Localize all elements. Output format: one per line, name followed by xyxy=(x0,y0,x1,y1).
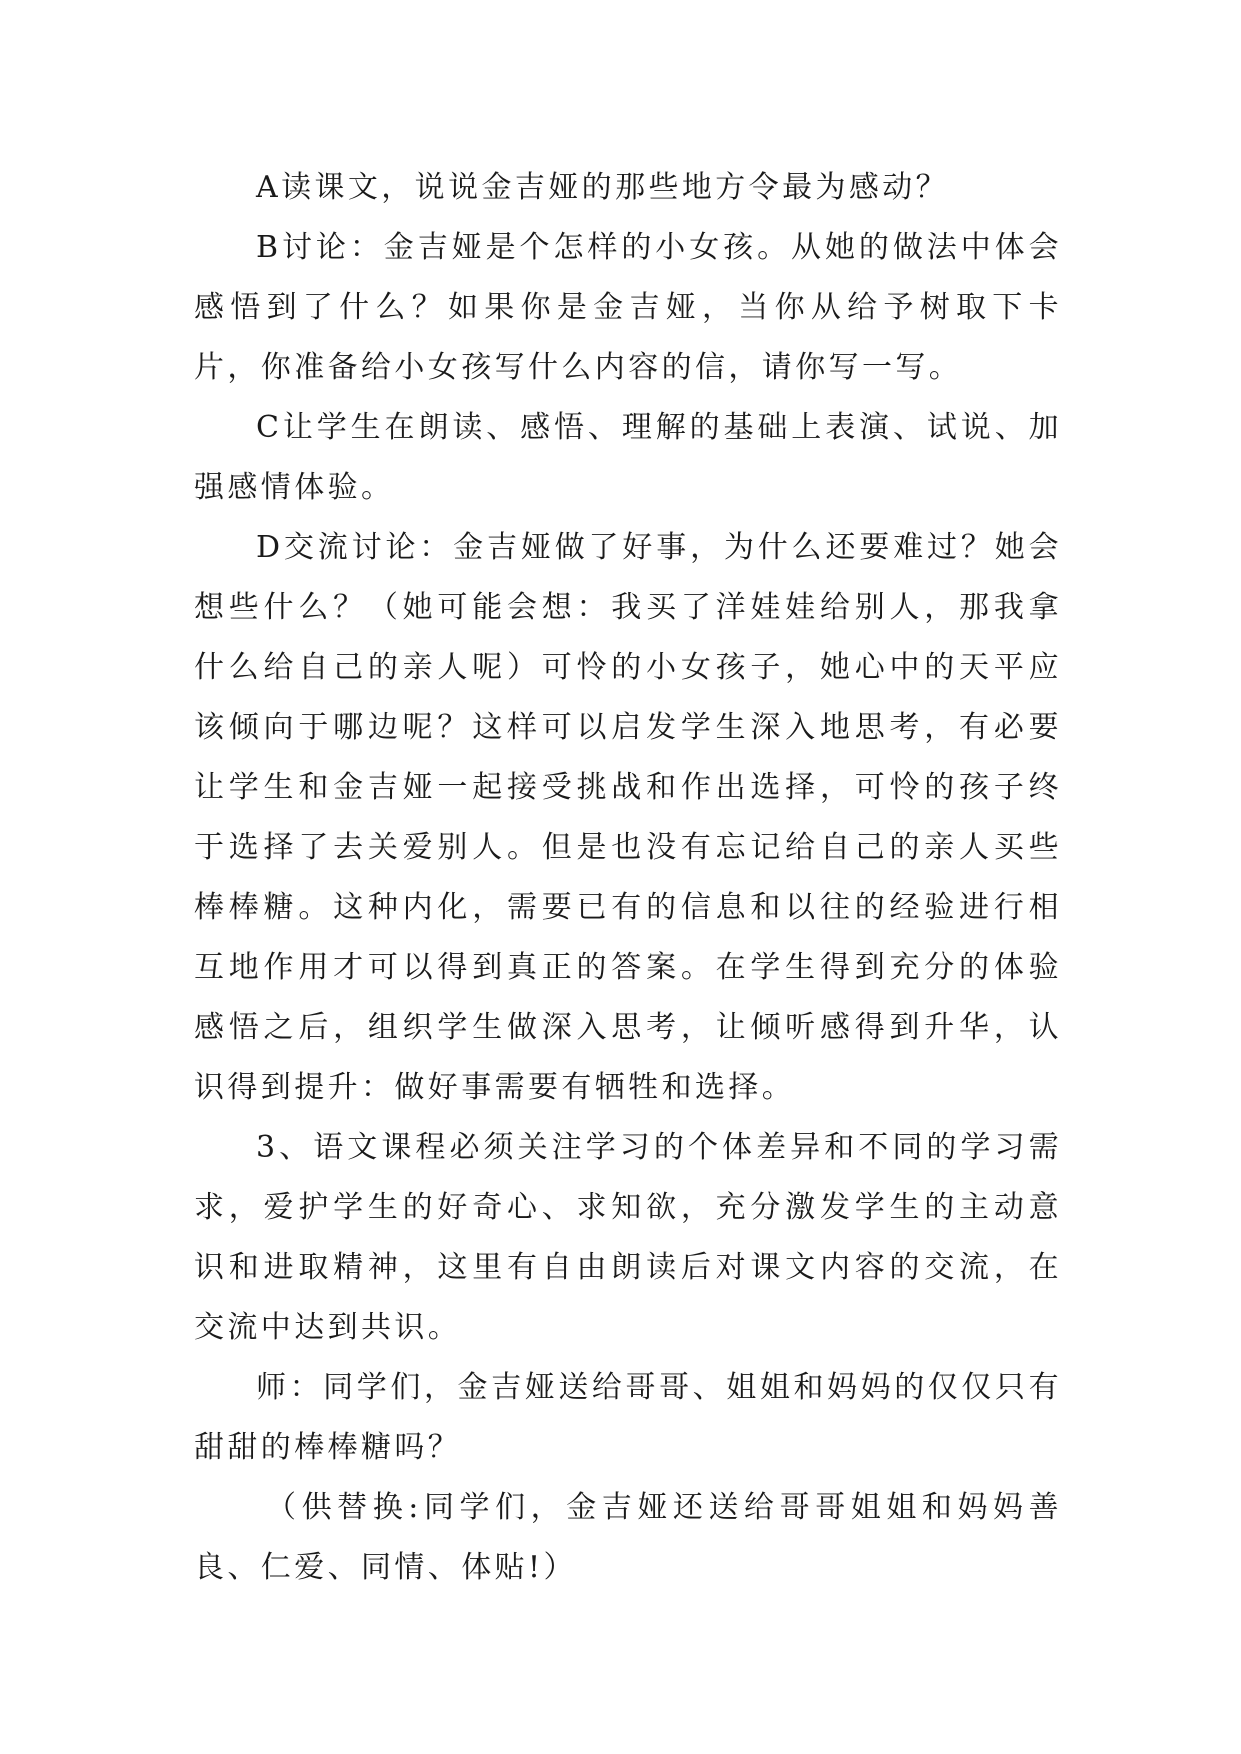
paragraph-3: 3、语文课程必须关注学习的个体差异和不同的学习需求，爱护学生的好奇心、求知欲，充分激发学生的主动意识和进取精神，这里有自由朗读后对课文内容的交流，在交流中达到共识。 xyxy=(194,1130,1062,1345)
paragraph-teacher: 师：同学们，金吉娅送给哥哥、姐姐和妈妈的仅仅只有甜甜的棒棒糖吗？ xyxy=(194,1370,1062,1465)
paragraph-alternative: （供替换:同学们，金吉娅还送给哥哥姐姐和妈妈善良、仁爱、同情、体贴!） xyxy=(194,1490,1062,1585)
paragraph-c: C让学生在朗读、感悟、理解的基础上表演、试说、加强感情体验。 xyxy=(194,410,1062,505)
document-body xyxy=(194,158,1062,1598)
paragraph-d: D交流讨论：金吉娅做了好事，为什么还要难过？她会想些什么？（她可能会想：我买了洋娃娃给别人，那我拿什么给自己的亲人呢）可怜的小女孩子，她心中的天平应该倾向于哪边呢？这样可以启发学生深入地思考，有必要让学生和金吉娅一起接受挑战和作出选择，可怜的孩子终于选择了去关爱别人。但是也没有忘记给自己的亲人买些棒棒糖。这种内化，需要已有的信息和以往的经验进行相互地作用才可以得到真正的答案。在学生得到充分的体验感悟之后，组织学生做深入思考，让倾听感得到升华，认识得到提升：做好事需要有牺牲和选择。 xyxy=(194,530,1062,1105)
paragraph-a: A读课文，说说金吉娅的那些地方令最为感动？ xyxy=(256,170,950,205)
paragraph-b: B讨论：金吉娅是个怎样的小女孩。从她的做法中体会感悟到了什么？如果你是金吉娅，当你从给予树取下卡片，你准备给小女孩写什么内容的信，请你写一写。 xyxy=(194,230,1062,385)
